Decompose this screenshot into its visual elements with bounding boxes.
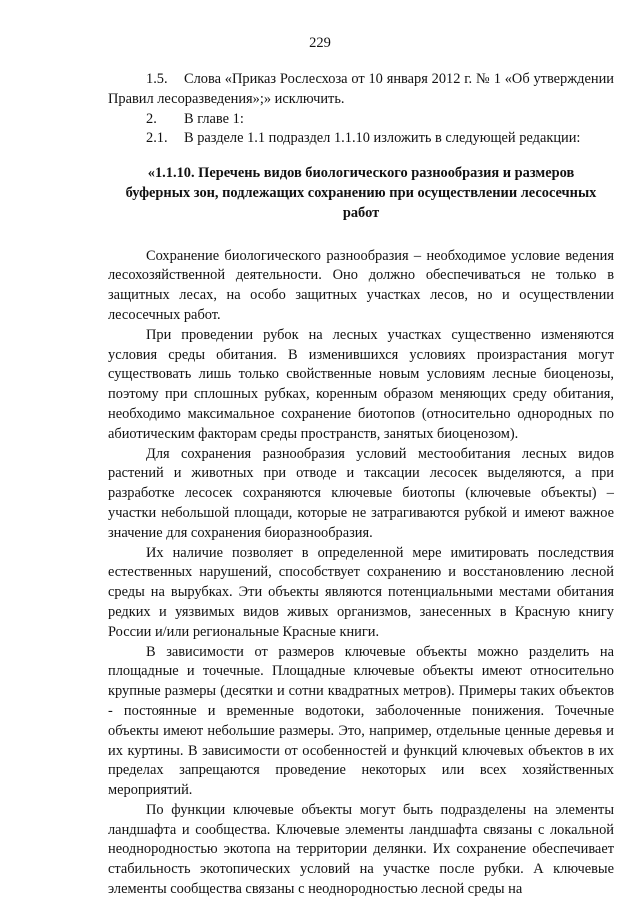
item-number: 2.1. bbox=[146, 130, 168, 147]
body-paragraph: Сохранение биологического разнообразия – необходимое условие ведения лесохозяйственной деятельности. Оно должно обеспечиваться не только в защитных лесах, на особо защитных участках лесов, но и осуществлении лесосечных работ. bbox=[108, 247, 614, 323]
body-paragraph: При проведении рубок на лесных участках существенно изменяются условия среды обитания. В изменившихся условиях произрастания могут существовать лишь только свойственные новым условиям лесные биоценозы, поэтому при сплошных рубках, коренным образом меняющих среду обитания, необходимо максимальное сохранение биотопов (относительно однородных по абиотическим факторам среды пространств, занятых биоценозом). bbox=[108, 326, 614, 442]
body-paragraph: В зависимости от размеров ключевые объекты можно разделить на площадные и точечные. Площадные ключевые объекты имеют относительно крупные размеры (десятки и сотни квадратных метров). Примеры таких объектов - постоянные и временные водотоки, заболоченные понижения. Точечные объекты имеют небольшие размеры. Это, например, отдельные ценные деревья и их куртины. В зависимости от особенностей и функций ключевых объектов в их пределах запрещаются проведение некоторых или всех хозяйственных мероприятий. bbox=[108, 643, 614, 799]
section-heading bbox=[114, 164, 608, 223]
item-number: 1.5. bbox=[146, 71, 168, 87]
page-number: 229 bbox=[309, 35, 331, 51]
list-item bbox=[108, 129, 614, 149]
body-paragraph: Их наличие позволяет в определенной мере имитировать последствия естественных нарушений, способствует сохранению и восстановлению лесной среды на вырубках. Эти объекты являются потенциальными местами обитания редких и уязвимых видов живых организмов, занесенных в Красную книгу России и/или региональные Красные книги. bbox=[108, 544, 614, 640]
page-content bbox=[108, 70, 614, 900]
list-item bbox=[108, 110, 614, 130]
body-paragraph: По функции ключевые объекты могут быть подразделены на элементы ландшафта и сообщества. Ключевые элементы ландшафта связаны с локальной неоднородностью экотопа на территории делянки. Их сохранение обеспечивает стабильность экотопических условий на участке после рубки. А ключевые элементы сообщества связаны с неоднородностью лесной среды на bbox=[108, 801, 614, 898]
item-text: В разделе 1.1 подраздел 1.1.10 изложить в следующей редакции: bbox=[184, 130, 581, 147]
heading-line: «1.1.10. Перечень видов биологического разнообразия и размеров bbox=[147, 165, 575, 182]
item-number: 2. bbox=[146, 110, 157, 127]
item-text: В главе 1: bbox=[184, 110, 244, 127]
item-text: Слова «Приказ Рослесхоза от 10 января 2012 г. № 1 «Об утверждении Правил лесоразведения»;» исключить. bbox=[108, 71, 614, 107]
body-paragraph: Для сохранения разнообразия условий местообитания лесных видов растений и животных при отводе и таксации лесосек выделяются, а при разработке лесосек сохраняются ключевые биотопы (ключевые объекты) – участки небольшой площади, которые не затрагиваются рубкой и имеют важное значение для сохранения биоразнообразия. bbox=[108, 445, 614, 541]
list-item bbox=[108, 70, 614, 110]
heading-line: буферных зон, подлежащих сохранению при осуществлении лесосечных bbox=[125, 184, 597, 201]
heading-line: работ bbox=[342, 204, 380, 221]
